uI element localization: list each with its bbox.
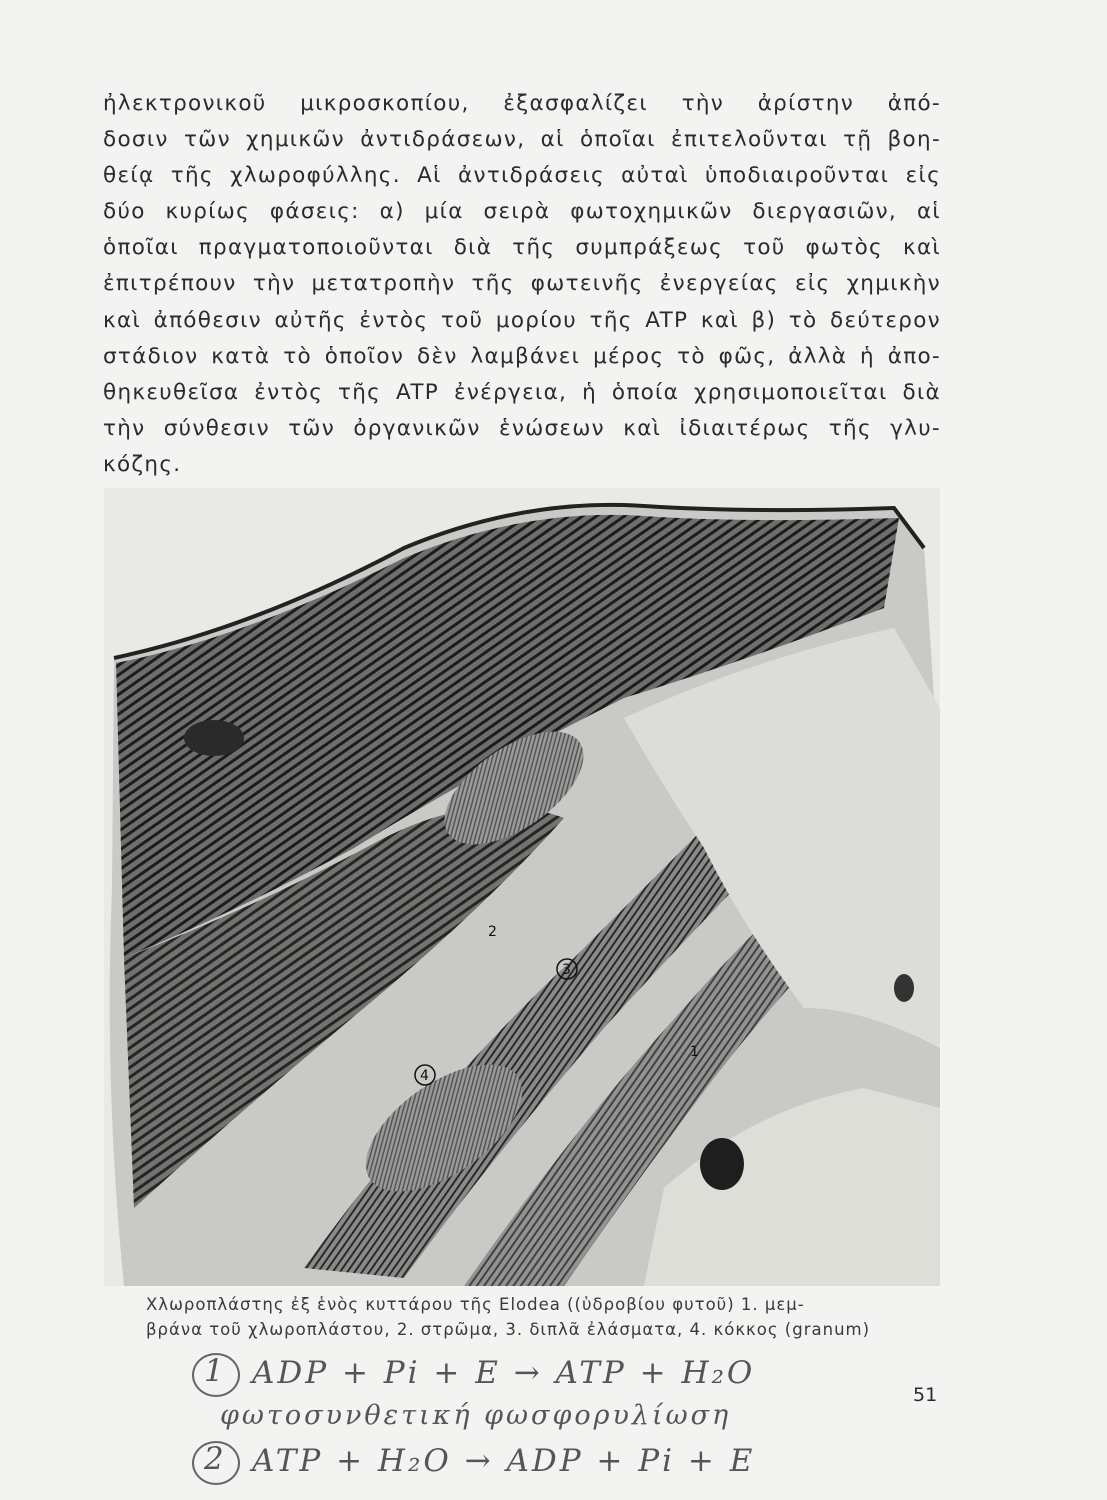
label-4: 4 (420, 1068, 429, 1084)
caption-line: Χλωροπλάστης ἐξ ἑνὸς κυττάρου τῆς Elodea ((ὑδροβίου φυτοῦ) 1. μεμ- (146, 1295, 805, 1314)
chloroplast-micrograph (104, 488, 940, 1286)
body-text (103, 86, 941, 483)
text-line: θείᾳ τῆς χλωροφύλλης. Αἱ ἀντιδράσεις αὐταὶ ὑποδιαιροῦνται εἰς (103, 163, 941, 189)
text-line: στάδιον κατὰ τὸ ὁποῖον δὲν λαμβάνει μέρος τὸ φῶς, ἀλλὰ ἡ ἀπο- (103, 343, 941, 369)
handwritten-equation-1: ADP + Pi + E → ATP + H₂O (252, 1355, 756, 1391)
page-number: 51 (913, 1384, 938, 1406)
text-line: ἐπιτρέπουν τὴν μετατροπὴν τῆς φωτεινῆς ἐνεργείας εἰς χημικὴν (103, 271, 941, 297)
caption-line: βράνα τοῦ χλωροπλάστου, 2. στρῶμα, 3. διπλᾶ ἐλάσματα, 4. κόκκος (granum) (146, 1320, 871, 1339)
handwritten-notes (190, 1345, 890, 1495)
handwritten-equation-2: ATP + H₂O → ADP + Pi + E (252, 1443, 756, 1479)
text-line: θηκευθεῖσα ἐντὸς τῆς ATP ἐνέργεια, ἡ ὁποία χρησιμοποιεῖται διὰ (103, 379, 941, 405)
text-line: δοσιν τῶν χημικῶν ἀντιδράσεων, αἱ ὁποῖαι ἐπιτελοῦνται τῇ βοη- (103, 127, 941, 153)
circled-number-2: 2 (204, 1441, 227, 1477)
label-3: 3 (562, 962, 571, 978)
text-line: κόζης. (103, 451, 182, 477)
text-line: ἠλεκτρονικοῦ μικροσκοπίου, ἐξασφαλίζει τὴν ἀρίστην ἀπό- (103, 91, 941, 116)
figure-caption (146, 1292, 942, 1342)
text-line: ὁποῖαι πραγματοποιοῦνται διὰ τῆς συμπράξεως τοῦ φωτὸς καὶ (103, 235, 941, 261)
label-1: 1 (690, 1044, 699, 1060)
circled-number-1: 1 (204, 1353, 227, 1389)
handwritten-term: φωτοσυνθετική φωσφορυλίωση (220, 1400, 732, 1431)
label-2: 2 (488, 924, 497, 940)
micrograph-image (104, 488, 940, 1286)
text-line: καὶ ἀπόθεσιν αὐτῆς ἐντὸς τοῦ μορίου τῆς ATP καὶ β) τὸ δεύτερον (103, 307, 941, 333)
text-line: δύο κυρίως φάσεις: α) μία σειρὰ φωτοχημικῶν διεργασιῶν, αἱ (103, 199, 941, 225)
text-line: τὴν σύνθεσιν τῶν ὀργανικῶν ἑνώσεων καὶ ἰδιαιτέρως τῆς γλυ- (103, 415, 941, 441)
